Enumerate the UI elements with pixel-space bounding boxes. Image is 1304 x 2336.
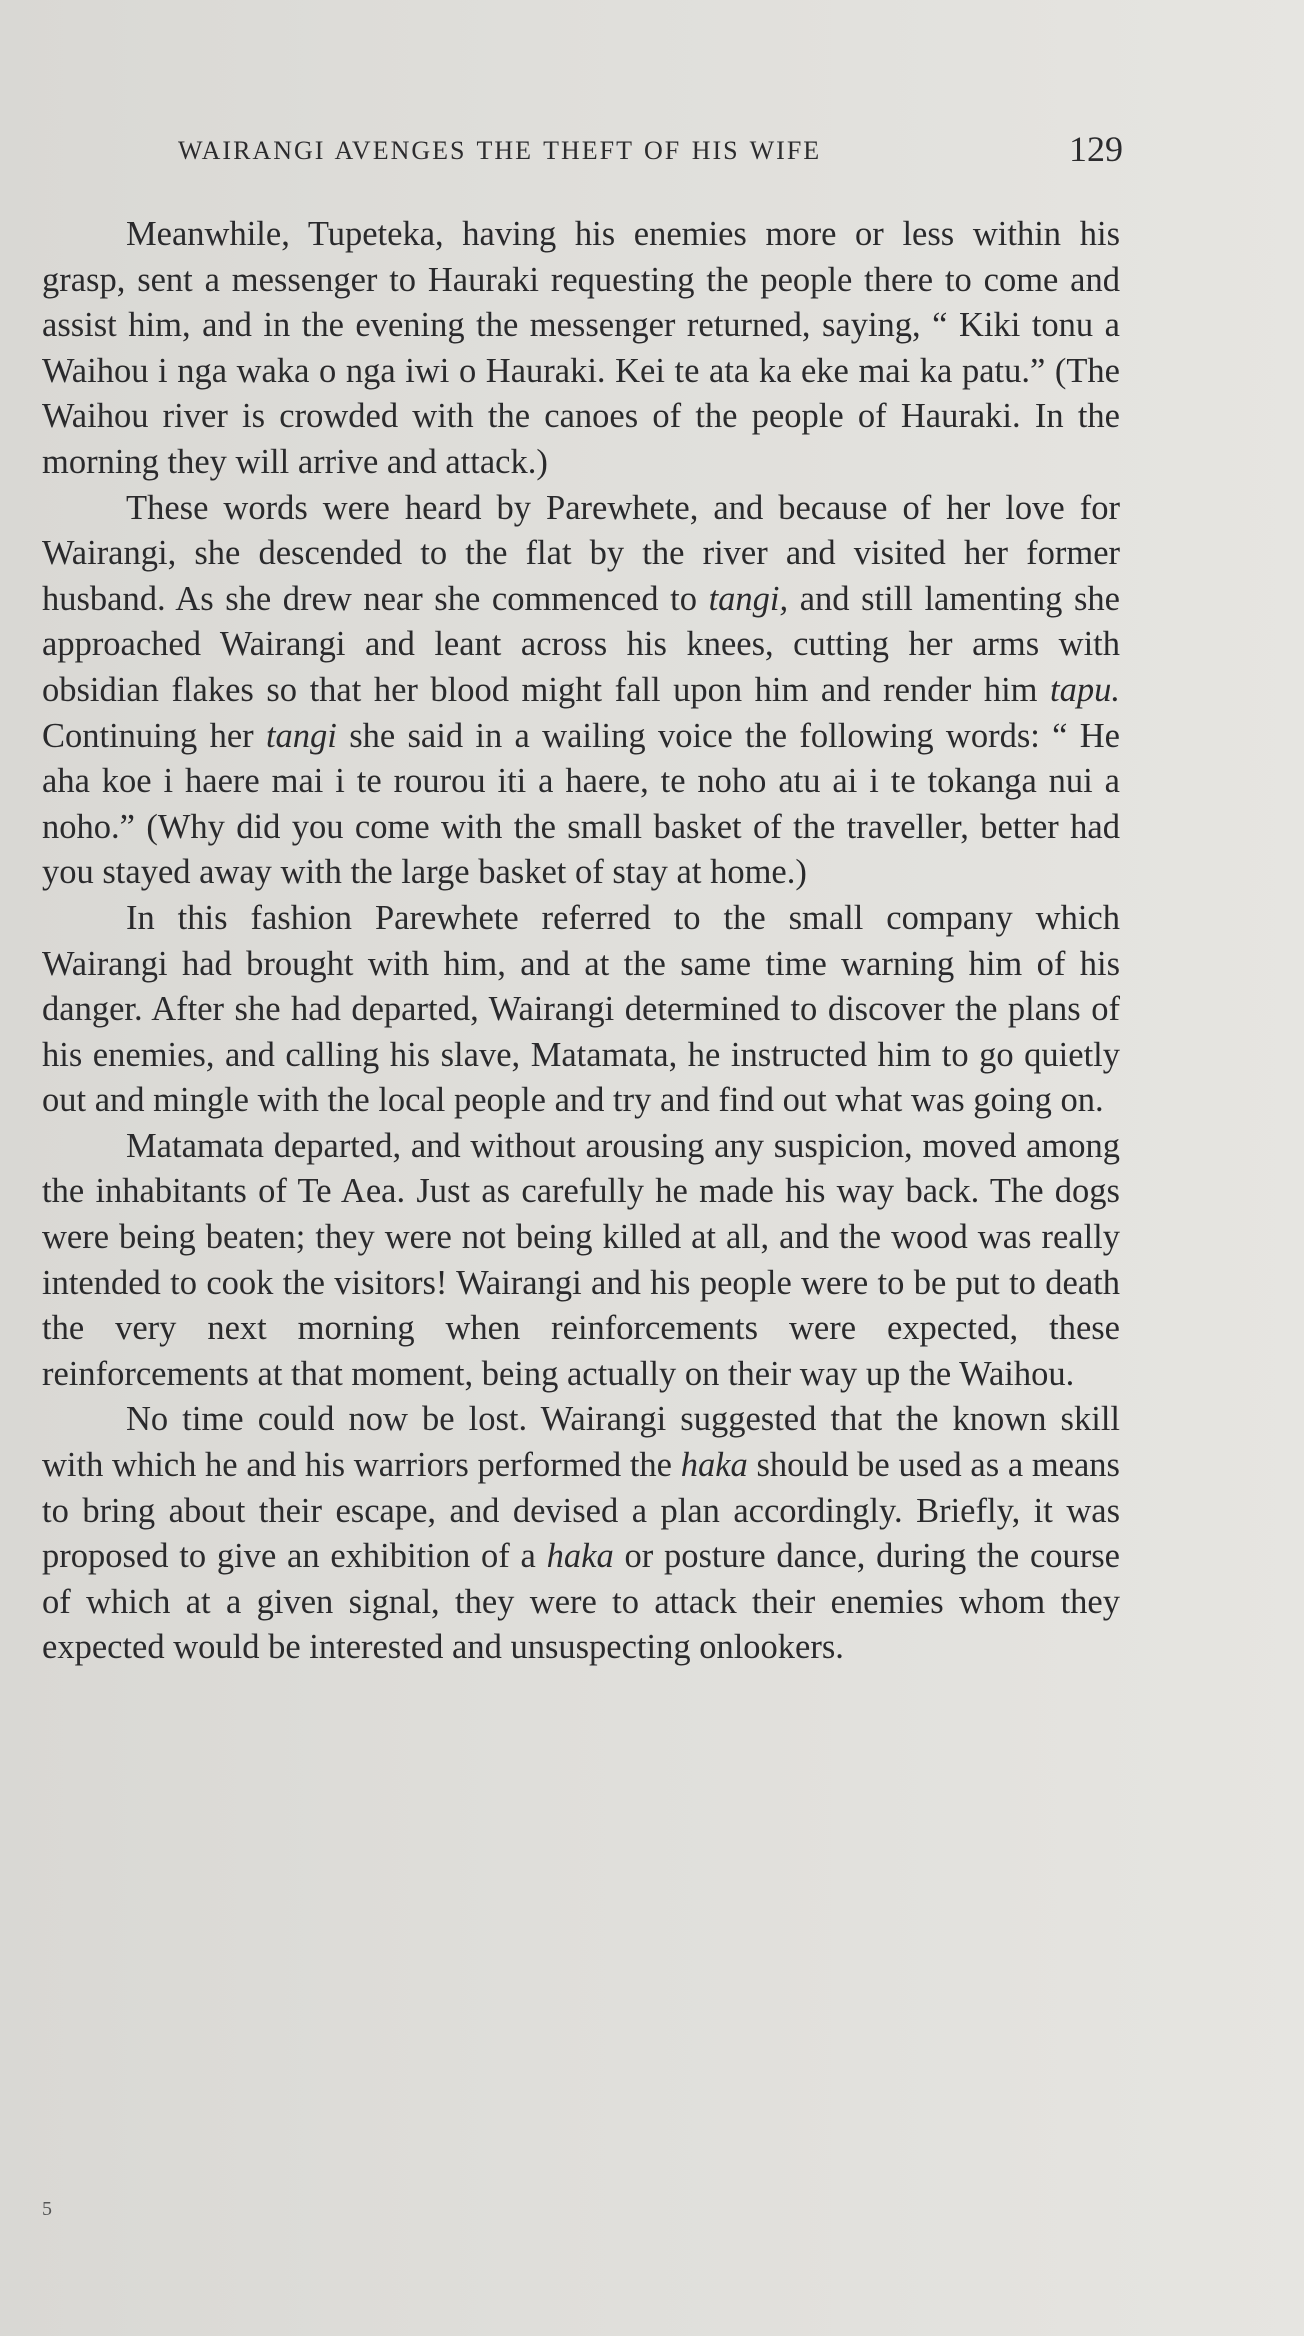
text-run: Continuing her [42,716,266,755]
paragraph [42,1124,1120,1398]
paragraph [42,1397,1120,1671]
text-run: In this fashion Parewhete referred to the small company which Wairangi had brought with him, and at the same time warning him of his danger. After she had departed, Wairangi determined to discover the plans of his enemies, and calling his slave, Matamata, he instructed him to go quietly out and mingle with the local people and try and find out what was going on. [42,898,1120,1120]
text-run: No time could now be lost. Wairangi suggested that the known skill with which he and his warriors performed the [42,1400,1120,1485]
text-run: and still lamenting she approached Wairangi and leant across his knees, cutting her arms with obsidian flakes so that her blood might fall upon him and render him [42,579,1120,709]
italic-term: tapu. [1050,670,1120,709]
text-run: she said in a wailing voice the following words: “ He aha koe i haere mai i te rourou iti a haere, te noho atu ai i te tokanga nui a noho.” (Why did you come with the small basket of the traveller, better had you stayed away with the large basket of stay at home.) [42,716,1120,892]
italic-term: tangi [265,716,337,755]
page-header [178,128,1123,168]
text-run: Matamata departed, and without arousing any suspicion, moved among the inhabitants of Te Aea. Just as carefully he made his way back. The dogs were being beaten; they were not being killed at all, and the wood was really intended to cook the visitors! Wairangi and his people were to be put to death the very next morning when reinforcements were expected, these reinforcements at that moment, being actually on their way up the Waihou. [42,1126,1120,1393]
body-text [42,212,1120,1671]
text-run: should be used as a means to bring about their escape, and devised a plan accordingly. Briefly, it was proposed to give an exhibition of a [42,1446,1120,1576]
signature-mark: 5 [42,2198,52,2220]
italic-term: tangi, [708,579,789,618]
paragraph [42,896,1120,1124]
text-run: These words were heard by Parewhete, and because of her love for Wairangi, she descended to the flat by the river and visited her former husband. As she drew near she commenced to [42,488,1120,618]
running-head: WAIRANGI AVENGES THE THEFT OF HIS WIFE [178,136,822,165]
italic-term: haka [680,1446,748,1485]
italic-term: haka [546,1537,614,1576]
text-run: or posture dance, during the course of which at a given signal, they were to attack their enemies whom they expected would be interested and unsuspecting onlookers. [42,1537,1120,1667]
page-number: 129 [1069,129,1123,169]
text-run: Meanwhile, Tupeteka, having his enemies more or less within his grasp, sent a messenger to Hauraki requesting the people there to come and assist him, and in the evening the messenger returned, saying, “ Kiki tonu a Waihou i nga waka o nga iwi o Hauraki. Kei te ata ka eke mai ka patu.” (The Waihou river is crowded with the canoes of the people of Hauraki. In the morning they will arrive and attack.) [42,215,1120,481]
paragraph [42,486,1120,896]
paragraph [42,212,1120,486]
